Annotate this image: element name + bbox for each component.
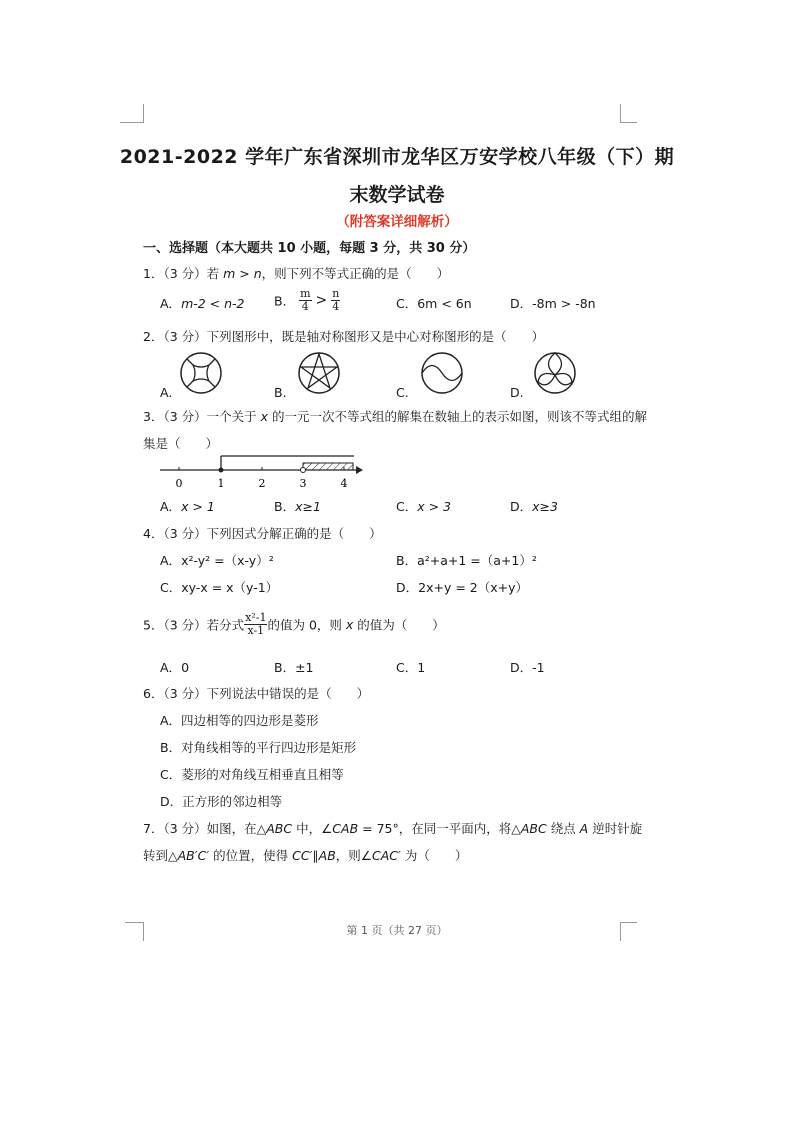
question-3-line2: 集是（ ） bbox=[143, 436, 219, 451]
question-7: 7．（3 分）如图，在△ABC 中，∠CAB = 75°，在同一平面内，将△ABC 绕点 A 逆时针旋 bbox=[143, 821, 643, 836]
page-title-line2: 末数学试卷 bbox=[349, 184, 445, 206]
q4-option-d: D．2x+y = 2（x+y） bbox=[396, 580, 529, 595]
q6-option-b: B．对角线相等的平行四边形是矩形 bbox=[160, 740, 357, 755]
figure-circle-with-square bbox=[178, 350, 224, 396]
q5-option-a: A．0 bbox=[160, 660, 190, 675]
q2-option-c-label: C. bbox=[396, 385, 409, 400]
question-2: 2．（3 分）下列图形中，既是轴对称图形又是中心对称图形的是（ ） bbox=[143, 329, 545, 344]
q1-option-a: A．m-2 < n-2 bbox=[160, 296, 245, 311]
q4-option-b: B．a²+a+1 =（a+1）² bbox=[396, 553, 537, 568]
open-point bbox=[301, 468, 306, 473]
page-footer: 第 1 页（共 27 页） bbox=[346, 924, 448, 937]
number-line bbox=[158, 454, 364, 494]
q3-option-b: B．x≥1 bbox=[274, 499, 321, 514]
question-7-line2: 转到△AB′C′ 的位置，使得 CC′∥AB，则∠CAC′ 为（ ） bbox=[143, 848, 468, 863]
q5-option-d: D．-1 bbox=[510, 660, 545, 675]
tick-label: 2 bbox=[258, 477, 266, 490]
question-6: 6．（3 分）下列说法中错误的是（ ） bbox=[143, 686, 370, 701]
q1-option-b: B． $\frac{m}{4}$ > $\frac{n}{4}$ bbox=[274, 287, 340, 313]
q3-option-c: C．x > 3 bbox=[396, 499, 452, 514]
q2-option-a-label: A. bbox=[160, 385, 173, 400]
subtitle: （附答案详细解析） bbox=[336, 214, 458, 230]
q3-option-d: D．x≥3 bbox=[510, 499, 558, 514]
figure-pentagram-in-circle bbox=[296, 350, 342, 396]
question-5: 5．（3 分）若分式 $\frac{\text{x²-1}}{x-1}$ 的值为 0，则 x 的值为（ ） bbox=[143, 611, 445, 637]
q6-option-a: A．四边相等的四边形是菱形 bbox=[160, 713, 319, 728]
q4-option-a: A．x²-y² =（x-y）² bbox=[160, 553, 274, 568]
question-4: 4．（3 分）下列因式分解正确的是（ ） bbox=[143, 526, 382, 541]
tick-label: 3 bbox=[299, 477, 307, 490]
tick-label: 1 bbox=[217, 477, 225, 490]
tick-label: 4 bbox=[340, 477, 348, 490]
q6-option-d: D．正方形的邻边相等 bbox=[160, 794, 283, 809]
corner-mark-top-right bbox=[620, 104, 637, 123]
q1-option-d: D．-8m > -8n bbox=[510, 296, 596, 311]
figure-yin-yang-circle bbox=[419, 350, 465, 396]
q3-option-a: A．x > 1 bbox=[160, 499, 215, 514]
closed-point bbox=[219, 468, 224, 473]
figure-trefoil-circle bbox=[532, 350, 578, 396]
q5-option-b: B．±1 bbox=[274, 660, 314, 675]
q2-option-b-label: B. bbox=[274, 385, 287, 400]
q6-option-c: C．菱形的对角线互相垂直且相等 bbox=[160, 767, 344, 782]
q1-option-c: C．6m < 6n bbox=[396, 296, 472, 311]
q2-option-d-label: D. bbox=[510, 385, 524, 400]
corner-mark-top-left bbox=[120, 104, 144, 123]
section-heading: 一、选择题（本大题共 10 小题，每题 3 分，共 30 分） bbox=[143, 241, 476, 256]
q5-option-c: C．1 bbox=[396, 660, 426, 675]
tick-label: 0 bbox=[175, 477, 183, 490]
fraction: $\frac{\text{x²-1}}{x-1}$ bbox=[245, 611, 267, 637]
question-1: 1．（3 分）若 m > n，则下列不等式正确的是（ ） bbox=[143, 266, 450, 281]
page-title: 2021-2022 学年广东省深圳市龙华区万安学校八年级（下）期 bbox=[119, 146, 675, 168]
question-3: 3．（3 分）一个关于 x 的一元一次不等式组的解集在数轴上的表示如图，则该不等式组的解 bbox=[143, 409, 647, 424]
q4-option-c: C．xy-x = x（y-1） bbox=[160, 580, 279, 595]
